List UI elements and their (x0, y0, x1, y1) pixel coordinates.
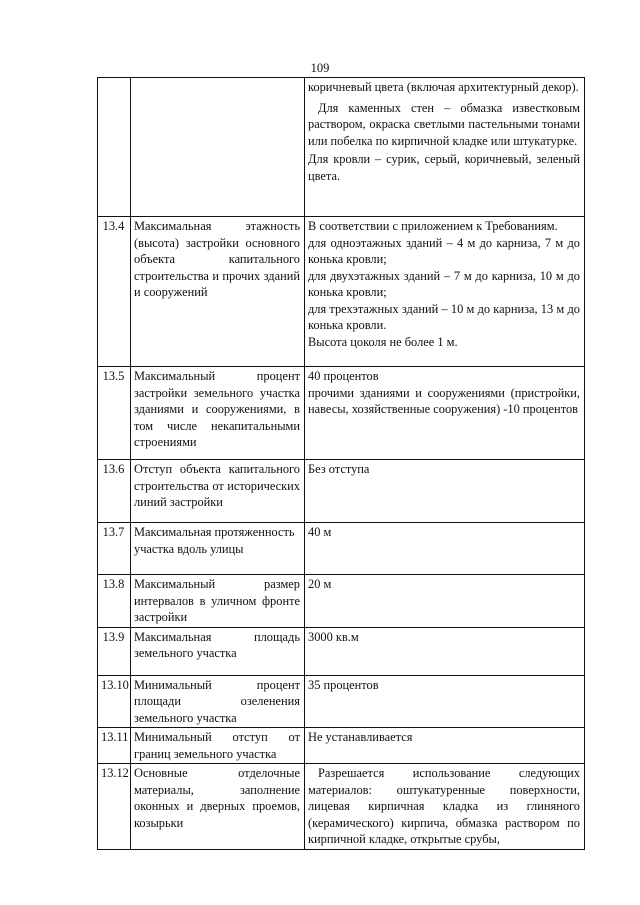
row-parameter: Максимальный процент застройки земельного участка зданиями и сооружениями, в том числе некапитальными строениями (131, 367, 305, 460)
row-value (305, 627, 585, 675)
row-number: 13.9 (98, 627, 131, 675)
row-parameter (131, 78, 305, 217)
table-row (98, 627, 585, 675)
value-paragraph: для одноэтажных зданий – 4 м до карниза, 7 м до конька кровли; (308, 235, 580, 266)
value-paragraph: Не устанавливается (308, 730, 413, 744)
row-number: 13.11 (98, 728, 131, 764)
value-paragraph: Без отступа (308, 462, 370, 476)
value-paragraph: Для кровли – сурик, серый, коричневый, зеленый цвета. (308, 152, 580, 183)
value-paragraph: для двухэтажных зданий – 7 м до карниза, 10 м до конька кровли; (308, 268, 580, 299)
row-number: 13.7 (98, 523, 131, 575)
row-number: 13.8 (98, 575, 131, 628)
value-paragraph: 3000 кв.м (308, 629, 359, 644)
row-value (305, 575, 585, 628)
row-value (305, 460, 585, 523)
value-paragraph: Разрешается использование следующих материалов: оштукатуренные поверхности, лицевая кирпичная кладка из глиняного (керамического) кирпича, обмазка раствором по кирпичной кладке, открытые срубы, (308, 766, 580, 846)
table-row (98, 78, 585, 217)
page-number: 109 (310, 61, 330, 75)
row-number: 13.12 (98, 764, 131, 850)
row-parameter: Минимальный отступ от границ земельного участка (131, 728, 305, 764)
row-number: 13.4 (98, 217, 131, 367)
row-value (305, 764, 585, 850)
row-value (305, 78, 585, 217)
table-row (98, 460, 585, 523)
table-row (98, 675, 585, 728)
row-parameter: Максимальная этажность (высота) застройки основного объекта капитального строительства и прочих зданий и сооружений (131, 217, 305, 367)
table-row (98, 367, 585, 460)
value-paragraph: 20 м (308, 577, 332, 591)
row-value (305, 728, 585, 764)
row-parameter: Максимальная протяженность участка вдоль улицы (131, 523, 305, 575)
row-value (305, 523, 585, 575)
value-paragraph: Высота цоколя не более 1 м. (308, 334, 458, 349)
row-parameter: Минимальный процент площади озеленения земельного участка (131, 675, 305, 728)
table-row (98, 575, 585, 628)
requirements-table (97, 77, 585, 850)
value-paragraph: 35 процентов (308, 677, 379, 692)
row-number: 13.5 (98, 367, 131, 460)
table-row (98, 764, 585, 850)
value-paragraph: Для каменных стен – обмазка известковым раствором, окраска светлыми пастельными тонами или побелка по кирпичной кладке или штукатурке. (308, 100, 580, 148)
table-row (98, 728, 585, 764)
value-paragraph: В соответствии с приложением к Требованиям. (308, 219, 558, 233)
value-paragraph: прочими зданиями и сооружениями (пристройки, навесы, хозяйственные сооружения) -10 процентов (308, 385, 580, 416)
table-row (98, 523, 585, 575)
row-parameter: Отступ объекта капитального строительства от исторических линий застройки (131, 460, 305, 523)
row-number: 13.10 (98, 675, 131, 728)
row-value (305, 217, 585, 367)
value-paragraph: коричневый цвета (включая архитектурный декор). (308, 80, 579, 94)
table-row (98, 217, 585, 367)
value-paragraph: для трехэтажных зданий – 10 м до карниза, 13 м до конька кровли. (308, 301, 580, 332)
value-paragraph: 40 м (308, 525, 332, 539)
value-paragraph: 40 процентов (308, 369, 379, 383)
row-number: 13.6 (98, 460, 131, 523)
row-value (305, 367, 585, 460)
row-number (98, 78, 131, 217)
row-parameter: Максимальная площадь земельного участка (131, 627, 305, 675)
row-parameter: Максимальный размер интервалов в уличном фронте застройки (131, 575, 305, 628)
row-value (305, 675, 585, 728)
row-parameter: Основные отделочные материалы, заполнение оконных и дверных проемов, козырьки (131, 764, 305, 850)
